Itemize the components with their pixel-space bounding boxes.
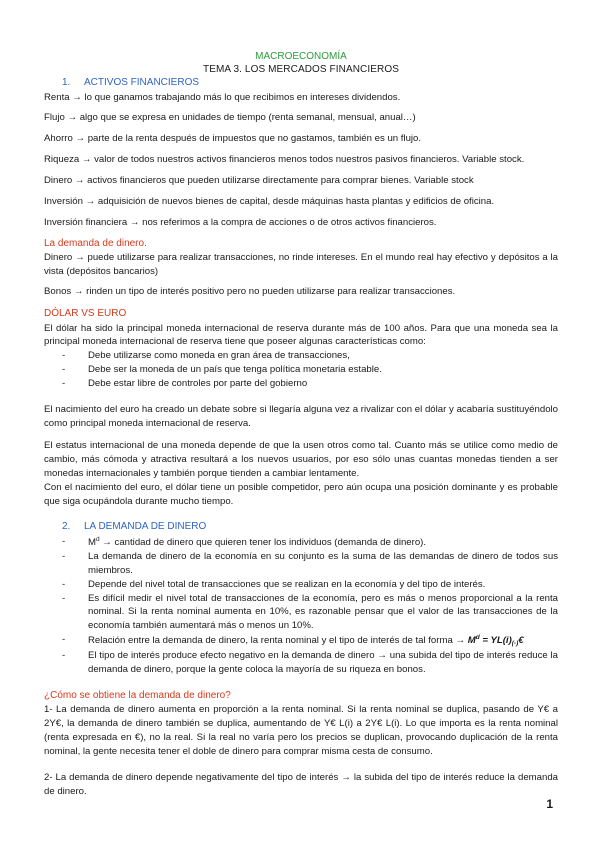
topic-title: TEMA 3. LOS MERCADOS FINANCIEROS: [202, 64, 399, 75]
como-se-obtiene-paragraph-2: 2- La demanda de dinero depende negativamente del tipo de interés → la subida del tipo de interés reduce la demanda de dinero.: [44, 771, 558, 797]
definitions-list: [44, 91, 558, 230]
money-demand-formula: [468, 635, 524, 646]
formula-subscript: (-): [511, 640, 519, 648]
list-item: [44, 633, 558, 648]
list-item: - Depende del nivel total de transacciones que se realizan en la economía y del tipo de interés.: [44, 578, 558, 592]
list-item: - La demanda de dinero de la economía en su conjunto es la suma de las demandas de dinero de todos sus miembros.: [44, 550, 558, 578]
definition-ahorro: Ahorro → parte de la renta después de impuestos que no gastamos, también es un flujo.: [44, 133, 422, 145]
formula-superscript: d: [475, 634, 480, 642]
demanda-intro-heading: La demanda de dinero.: [44, 237, 147, 249]
list-item: - El tipo de interés produce efecto negativo en la demanda de dinero → una subida del tipo de interés reduce la demanda de dinero, porque la gente coloca la mayoría de su riqueza en bonos.: [44, 649, 558, 677]
definition-renta: Renta → lo que ganamos trabajando más lo que recibimos en intereses dividendos.: [44, 91, 401, 103]
section-1-title: ACTIVOS FINANCIEROS: [84, 77, 200, 88]
section-1-number: 1.: [62, 77, 71, 88]
list-item: - Es difícil medir el nivel total de transacciones de la economía, pero es más o menos proporcional a la renta nominal. Si la renta nominal aumenta en 10%, es razonable pensar que el valor de las transacciones de la economía también aumentará más o menos un 10%.: [44, 592, 558, 634]
page-number: 1: [546, 797, 553, 811]
dolar-euro-intro: El dólar ha sido la principal moneda internacional de reserva durante más de 100 años. Para que una moneda sea la principal moneda internacional de reserva tiene que poseer algunas características como:: [44, 322, 558, 348]
document-body: [44, 50, 558, 798]
section-2-heading: [62, 520, 558, 535]
como-se-obtiene-paragraph-1: 1- La demanda de dinero aumenta en proporción a la renta nominal. Si la renta nominal se duplica, pasando de Y€ a 2Y€, la demanda de dinero también se duplica, aumentando de Y€ L(i) a 2Y€ L(i). Lo que importa es la renta nominal (renta expresada en €), no la real. Si la real no varía pero los precios se duplican, provocando duplicación de la renta nominal, la gente necesita tener el doble de dinero para comprar misma cesta de consumo.: [44, 704, 558, 757]
md-symbol: M: [88, 536, 96, 548]
formula-part-b: = YL(i): [479, 635, 512, 647]
list-item: - Debe estar libre de controles por parte del gobierno: [44, 377, 558, 391]
definition-dinero: Dinero → activos financieros que pueden utilizarse directamente para comprar bienes. Variable stock: [44, 175, 474, 187]
dolar-euro-bullet-list: [44, 349, 558, 391]
relation-text: Relación entre la demanda de dinero, la renta nominal y el tipo de interés de tal forma →: [88, 635, 468, 647]
dolar-euro-heading: DÓLAR VS EURO: [44, 308, 127, 320]
md-definition: → cantidad de dinero que quieren tener los individuos (demanda de dinero).: [99, 536, 427, 548]
md-superscript: d: [96, 535, 100, 543]
dolar-euro-paragraph-3: El estatus internacional de una moneda depende de que la usen otros como tal. Cuanto más se utilice como medio de cambio, más cómoda y atractiva resultará a los nuevos usuarios, por eso sólo unas cuantas monedas tienden a ser monedas internacionales y también porque tienden a cambiar lentamente.: [44, 439, 558, 479]
como-se-obtiene-heading: ¿Cómo se obtiene la demanda de dinero?: [44, 689, 231, 701]
subject-title: MACROECONOMÍA: [255, 51, 347, 62]
definition-riqueza: Riqueza → valor de todos nuestros activos financieros menos todos nuestros pasivos financieros. Variable stock.: [44, 154, 525, 166]
demanda-dinero-bullet-list: [44, 535, 558, 677]
list-item: [44, 535, 558, 550]
formula-part-c: €: [518, 635, 524, 647]
list-item: - Debe utilizarse como moneda en gran área de transacciones,: [44, 349, 558, 363]
section-2-number: 2.: [62, 521, 71, 533]
demanda-intro-paragraph-2: Bonos → rinden un tipo de interés positivo pero no pueden utilizarse para realizar transacciones.: [44, 286, 456, 298]
definition-inversion: Inversión → adquisición de nuevos bienes de capital, desde máquinas hasta plantas y edificios de oficina.: [44, 196, 495, 208]
demanda-intro-paragraph-1: Dinero → puede utilizarse para realizar transacciones, no rinde intereses. En el mundo real hay efectivo y depósitos a la vista (depósitos bancarios): [44, 252, 558, 278]
dolar-euro-paragraph-2: El nacimiento del euro ha creado un debate sobre si llegaría alguna vez a rivalizar con el dólar y acabaría sustituyéndolo como principal moneda internacional de reserva.: [44, 404, 558, 429]
list-item: - Debe ser la moneda de un país que tenga política monetaria estable.: [44, 363, 558, 377]
section-2-title: LA DEMANDA DE DINERO: [84, 521, 207, 533]
definition-flujo: Flujo → algo que se expresa en unidades de tiempo (renta semanal, mensual, anual…): [44, 112, 416, 124]
dolar-euro-paragraph-4: Con el nacimiento del euro, el dólar tiene un posible competidor, pero aún ocupa una posición dominante y es probable que siga ocupándola durante mucho tiempo.: [44, 481, 558, 507]
definition-inversion-financiera: Inversión financiera → nos referimos a la compra de acciones o de otros activos financieros.: [44, 216, 437, 228]
section-1-heading: [62, 76, 558, 91]
formula-part-a: M: [467, 635, 476, 647]
